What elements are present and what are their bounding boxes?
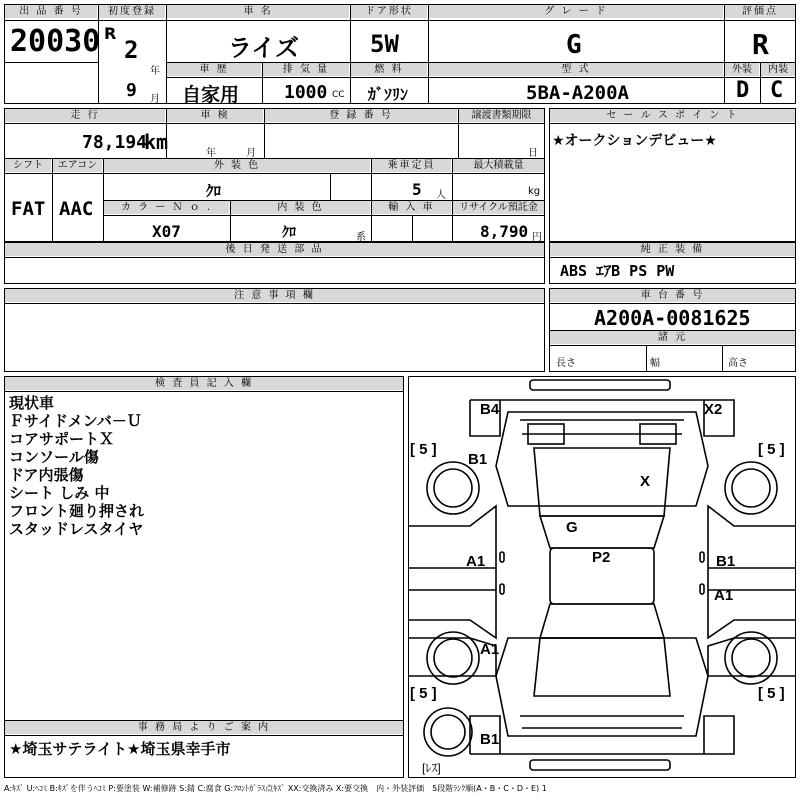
exterior-color-label: 外 装 色: [104, 159, 370, 172]
score: R: [752, 28, 769, 61]
damage-mark-a1-left: A1: [466, 553, 486, 570]
equipment-label: 純 正 装 備: [550, 243, 795, 256]
inspector-note: ドア内張傷: [9, 466, 84, 484]
model-code: 5BA-A200A: [526, 82, 629, 104]
inspector-note: コンソール傷: [9, 448, 99, 466]
chassis-number: A200A-0081625: [594, 306, 751, 330]
damage-mark-b1-bottom: B1: [480, 731, 500, 748]
reg-year: 2: [124, 36, 139, 64]
specs-label: 諸 元: [550, 331, 795, 344]
displacement-label: 排 気 量: [263, 63, 349, 76]
import-label: 輸 入 車: [372, 201, 451, 214]
damage-mark-p2: P2: [592, 549, 611, 566]
tire-depth-rear-right: [ 5 ]: [758, 685, 785, 702]
interior-color-label: 内 装 色: [231, 201, 370, 214]
interior-color-unit: 系: [356, 232, 366, 243]
capacity-label: 乗車定員: [372, 159, 451, 172]
capacity: 5: [412, 180, 422, 199]
lot-number-label: 出 品 番 号: [5, 5, 97, 18]
car-name-label: 車 名: [167, 5, 349, 18]
inspection-label: 車 検: [167, 109, 263, 122]
era: R: [104, 24, 117, 43]
shift-label: シフト: [5, 159, 51, 172]
mileage-label: 走 行: [5, 109, 165, 122]
color-number: X07: [152, 222, 181, 241]
damage-mark-x: X: [640, 473, 651, 490]
color-number-label: カ ラ ー Ｎ ｏ .: [104, 201, 229, 214]
width-label: 幅: [650, 358, 660, 369]
damage-mark-b4: B4: [480, 401, 500, 418]
transfer-day-unit: 日: [528, 148, 538, 159]
inspector-note: スタッドレスタイヤ: [9, 520, 144, 538]
caution-notes-label: 注 意 事 項 欄: [5, 289, 544, 302]
damage-mark-g: G: [566, 519, 578, 536]
score-label: 評価点: [725, 5, 795, 18]
year-unit: 年: [150, 66, 160, 77]
inspector-note: Ｆサイドメンバ－Ｕ: [9, 412, 142, 430]
car-diagram: [408, 376, 796, 778]
chassis-label: 車 台 番 号: [550, 289, 795, 302]
sales-point-label: セ ー ル ス ポ イ ン ト: [550, 109, 795, 122]
mileage-unit: km: [144, 130, 169, 154]
door-label: ドア形状: [351, 5, 427, 18]
max-load-label: 最大積載量: [453, 159, 544, 172]
damage-mark-b1-front-left: B1: [468, 451, 488, 468]
displacement: 1000: [284, 82, 328, 103]
fuel-label: 燃 料: [351, 63, 427, 76]
history: 自家用: [182, 84, 240, 106]
inspector-note: 現状車: [9, 394, 55, 412]
recycle-deposit: 8,790: [480, 222, 529, 241]
tire-depth-front-left: [ 5 ]: [410, 441, 437, 458]
later-parts-label: 後 日 発 送 部 品: [5, 243, 544, 256]
shift: FAT: [11, 198, 46, 220]
tire-depth-front-right: [ 5 ]: [758, 441, 785, 458]
interior-grade-label: 内装: [761, 63, 795, 76]
spare-tire-label: [ﾚｽ]: [422, 761, 441, 775]
transfer-deadline-label: 譲渡書類期限: [459, 109, 544, 122]
sales-point: ★オークションデビュー★: [552, 133, 717, 149]
inspector-note: シート しみ 中: [9, 484, 110, 502]
vehicle-details-block: [4, 108, 545, 242]
inspection-year-unit: 年: [206, 148, 216, 159]
history-label: 車 歴: [167, 63, 261, 76]
height-label: 高さ: [728, 358, 748, 369]
recycle-deposit-unit: 円: [532, 232, 542, 243]
tire-depth-rear-left: [ 5 ]: [410, 685, 437, 702]
first-registration-label: 初度登録: [99, 5, 165, 18]
inspector-notes: [9, 394, 144, 538]
interior-color: ｸﾛ: [282, 225, 296, 241]
office-text: ★埼玉サテライト★埼玉県幸手市: [9, 740, 231, 758]
exterior-grade-label: 外装: [725, 63, 759, 76]
exterior-color: ｸﾛ: [206, 182, 222, 200]
damage-mark-a1-rear-left: A1: [480, 641, 500, 658]
length-label: 長さ: [556, 358, 576, 369]
door-type: 5W: [370, 30, 399, 58]
interior-grade: C: [770, 78, 784, 103]
fuel: ｶﾞｿﾘﾝ: [368, 85, 409, 104]
aircon: AAC: [59, 198, 94, 220]
car-name: ライズ: [228, 34, 300, 62]
exterior-grade: D: [736, 78, 750, 103]
model-label: 型 式: [429, 63, 723, 76]
inspector-note: コアサポートＸ: [9, 430, 115, 448]
equipment: ABS ｴｱB PS PW: [560, 262, 675, 280]
registration-label: 登 録 番 号: [265, 109, 457, 122]
aircon-label: エアコン: [53, 159, 102, 172]
inspection-month-unit: 月: [246, 148, 256, 159]
sales-point-block: [549, 108, 796, 242]
displacement-unit: CC: [332, 90, 345, 100]
grade-label: グ レ ー ド: [429, 5, 723, 18]
inspector-label: 検 査 員 記 入 欄: [5, 377, 403, 390]
grade: G: [566, 30, 582, 60]
month-unit: 月: [150, 94, 160, 105]
damage-mark-x2: X2: [704, 401, 723, 418]
lot-number: 20030: [10, 24, 101, 59]
max-load-unit: kg: [528, 186, 541, 197]
mileage: 78,194: [82, 132, 148, 153]
reg-month: 9: [126, 80, 137, 101]
inspector-note: フロント廻り押され: [9, 502, 145, 520]
recycle-deposit-label: リサイクル預託金: [453, 201, 544, 214]
damage-mark-b1-right: B1: [716, 553, 736, 570]
damage-legend: A:ｷｽﾞ U:ﾍｺﾐ B:ｷｽﾞを伴うﾍｺﾐ P:要塗装 W:補修跡 S:錆 C:腐食 G:ﾌﾛﾝﾄｶﾞﾗｽ点ｷｽﾞ XX:交換済み X:要交換 内・外装評価 5段階ﾗﾝｸ順(A・B・C・D・E) 1: [4, 784, 547, 793]
damage-mark-a1-right: A1: [714, 587, 734, 604]
capacity-unit: 人: [436, 190, 446, 201]
office-label: 事 務 局 よ り ご 案 内: [5, 721, 403, 734]
